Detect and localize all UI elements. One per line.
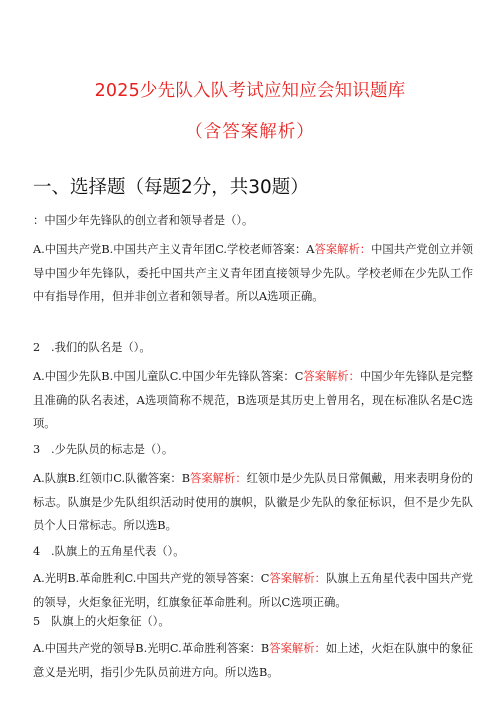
- answer-label: 答案：A: [272, 243, 315, 256]
- question-5: [33, 610, 473, 634]
- analysis-text: 队旗上五角星代表中国共产党的领导，火炬象征光明，红旗象征革命胜利。所以C选项正确。: [33, 572, 473, 609]
- analysis-label: 答案解析：: [269, 572, 326, 585]
- answer-1: [33, 238, 473, 309]
- answer-label: 答案：C: [226, 572, 270, 585]
- question-text: 中国少年先锋队的创立者和领导者是（）。: [44, 214, 254, 227]
- question-text: 队旗上的火炬象征（）。: [51, 615, 170, 628]
- analysis-text: 中国少年先锋队是完整且准确的队名表述，A选项简称不规范，B选项是其历史上曾用名，现在标准队名是C选项。: [33, 370, 473, 430]
- answer-label: 答案：B: [147, 472, 191, 485]
- analysis-label: 答案解析：: [314, 243, 372, 256]
- document-subtitle: （含答案解析）: [185, 122, 315, 142]
- question-text: .我们的队名是（）。: [51, 341, 151, 354]
- analysis-text: 如上述，火炬在队旗中的象征意义是光明，指引少先队员前进方向。所以选B。: [33, 642, 473, 679]
- document-title: 2025少先队入队考试应知应会知识题库: [94, 81, 406, 101]
- question-text: .少先队员的标志是（）。: [51, 443, 174, 456]
- question-number: ：: [33, 214, 45, 227]
- answer-2: [33, 365, 473, 436]
- analysis-text: 中国共产党创立并领导中国少年先锋队，委托中国共产主义青年团直接领导少先队。学校老师在少先队工作中有指导作用，但并非创立者和领导者。所以A选项正确。: [33, 243, 473, 303]
- answer-options: A.光明B.革命胜利C.中国共产党的领导: [33, 572, 227, 585]
- analysis-label: 答案解析：: [190, 472, 247, 485]
- analysis-text: 红领巾是少先队员日常佩戴，用来表明身份的标志。队旗是少先队组织活动时使用的旗帜，队徽是少先队的象征标识，但不是少先队员个人日常标志。所以选B。: [33, 472, 473, 532]
- question-text: .队旗上的五角星代表（）。: [51, 545, 185, 558]
- question-4: [33, 540, 473, 564]
- answer-options: A.中国共产党B.中国共产主义青年团C.学校老师: [33, 243, 273, 256]
- question-number: 2: [33, 341, 41, 354]
- answer-options: A.中国少先队B.中国儿童队C.中国少年先锋队: [33, 370, 261, 383]
- answer-label: 答案：B: [226, 642, 270, 655]
- answer-3: [33, 467, 473, 538]
- question-number: 4: [33, 545, 41, 558]
- question-1: [33, 209, 473, 233]
- answer-options: A.队旗B.红领巾C.队徽: [33, 472, 148, 485]
- answer-5: [33, 637, 473, 684]
- analysis-label: 答案解析：: [303, 370, 360, 383]
- question-number: 5: [33, 615, 41, 628]
- question-3: [33, 438, 473, 462]
- analysis-label: 答案解析：: [269, 642, 326, 655]
- answer-label: 答案：C: [260, 370, 304, 383]
- question-2: [33, 336, 473, 360]
- question-number: 3: [33, 443, 41, 456]
- section-heading: 一、选择题（每题2分，共30题）: [33, 177, 309, 198]
- answer-4: [33, 567, 473, 614]
- answer-options: A.中国共产党的领导B.光明C.革命胜利: [33, 642, 227, 655]
